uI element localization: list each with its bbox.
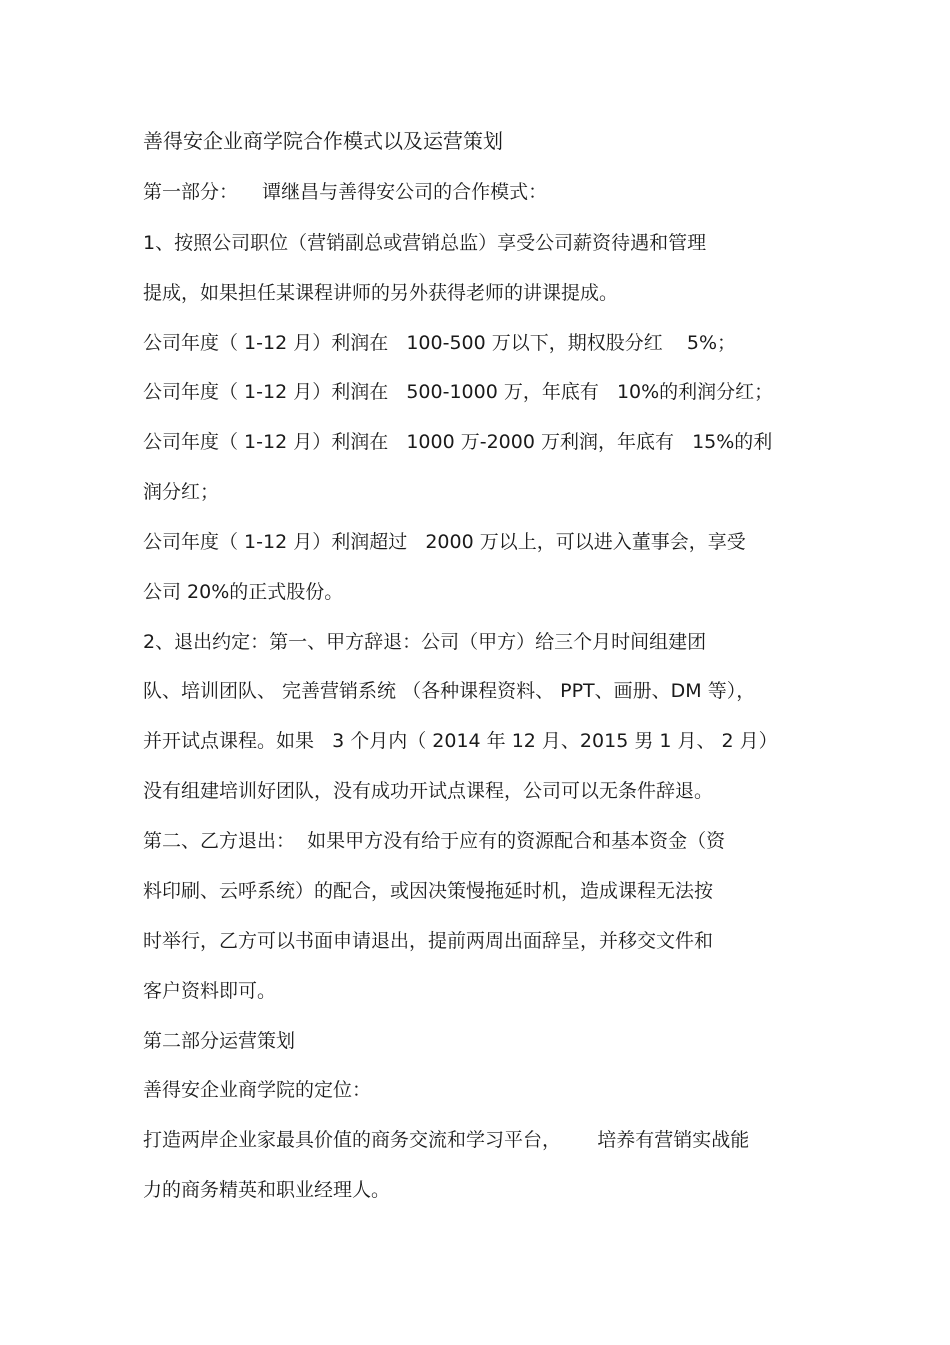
paragraph-line: 善得安企业商学院的定位： — [143, 1079, 372, 1101]
paragraph-line: 料印刷、云呼系统）的配合，或因决策慢拖延时机，造成课程无法按 — [143, 880, 714, 902]
document-title: 善得安企业商学院合作模式以及运营策划 — [143, 129, 503, 153]
paragraph-line: 1、按照公司职位（营销副总或营销总监）享受公司薪资待遇和管理 — [143, 232, 707, 254]
paragraph-line: 队、培训团队、 完善营销系统 （各种课程资料、 PPT、画册、DM 等）， — [143, 680, 756, 702]
paragraph-line: 客户资料即可。 — [143, 980, 277, 1002]
section-heading: 第一部分： 谭继昌与善得安公司的合作模式： — [143, 181, 548, 203]
paragraph-line: 公司年度（ 1-12 月）利润超过 2000 万以上，可以进入董事会，享受 — [143, 531, 746, 553]
section-heading: 第二部分运营策划 — [143, 1030, 296, 1052]
paragraph-line: 2、退出约定：第一、甲方辞退：公司（甲方）给三个月时间组建团 — [143, 631, 707, 653]
paragraph-line: 公司年度（ 1-12 月）利润在 100-500 万以下，期权股分红 5%； — [143, 332, 737, 354]
paragraph-line: 并开试点课程。如果 3 个月内（ 2014 年 12 月、2015 男 1 月、 2 月） — [143, 730, 778, 752]
paragraph-line: 打造两岸企业家最具价值的商务交流和学习平台， 培养有营销实战能 — [143, 1129, 750, 1151]
paragraph-line: 公司年度（ 1-12 月）利润在 1000 万-2000 万利润，年底有 15%的利 — [143, 431, 773, 453]
paragraph-line: 润分红； — [143, 481, 220, 503]
paragraph-line: 力的商务精英和职业经理人。 — [143, 1179, 391, 1201]
paragraph-line: 公司 20%的正式股份。 — [143, 581, 344, 603]
paragraph-line: 没有组建培训好团队，没有成功开试点课程，公司可以无条件辞退。 — [143, 780, 714, 802]
paragraph-line: 公司年度（ 1-12 月）利润在 500-1000 万，年底有 10%的利润分红； — [143, 381, 774, 403]
paragraph-line: 第二、乙方退出： 如果甲方没有给于应有的资源配合和基本资金（资 — [143, 830, 726, 852]
paragraph-line: 时举行，乙方可以书面申请退出，提前两周出面辞呈，并移交文件和 — [143, 930, 714, 952]
paragraph-line: 提成，如果担任某课程讲师的另外获得老师的讲课提成。 — [143, 282, 619, 304]
